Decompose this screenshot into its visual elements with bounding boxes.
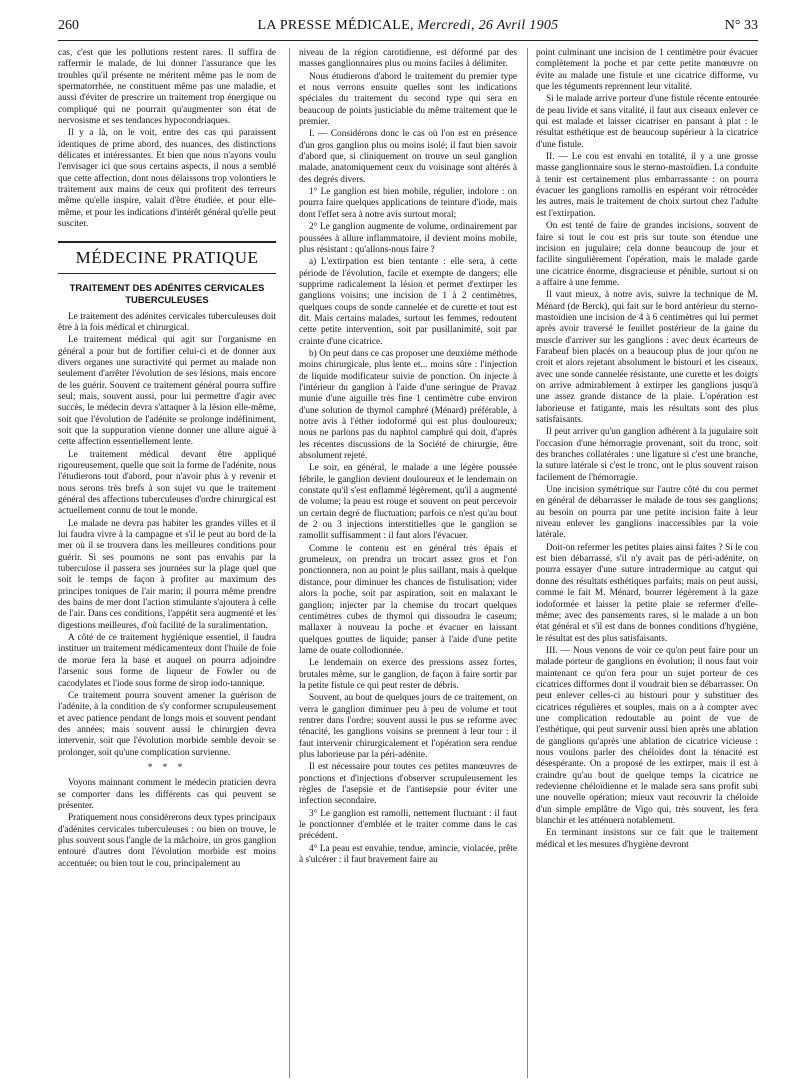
paragraph: b) On peut dans ce cas proposer une deuxième méthode moins chirurgicale, plus lente et... moins sûre : l'injection de liquide modificateur suivie de ponction. On injecte à l'intérieur du ganglion à l'aide d'une seringue de Pravaz munie d'une aiguille très fine 1 centimètre cube environ d'une solution de thymol camphré (Ménard) préférable, à notre avis à l'éther iodoformé qui est plus douloureux; nous ne parlons pas du naphtol camphré qui doit, d'après les récentes discussions de la Société de chirurgie, être absolument rejeté. [299,348,517,462]
issue-date: Mercredi, 26 Avril 1905 [417,18,559,33]
page-header [58,18,758,36]
column-2 [299,48,517,1078]
paragraph: Il vaut mieux, à notre avis, suivre la technique de M. Ménard (de Berck), qui fait sur le bord antérieur du sterno-mastoïdien une incision de 4 à 6 centimètres qui lui permet après avoir traversé le feuillet postérieur de la gaine du muscle d'arriver sur les ganglions : avec deux écarteurs de Farabeuf bien placés on a beaucoup plus de jour qu'on ne croit et alors rejetant absolument le bistouri et les ciseaux, avec une sonde cannelée résistante, une curette et les doigts on arrive admirablement à extirper les ganglions jusqu'à une assez grande distance de la plaie. L'opération est laborieuse et fatigante, mais les résultats sont des plus satisfaisants. [536,290,758,425]
journal-name: LA PRESSE MÉDICALE, [257,18,418,33]
paragraph: III. — Nous venons de voir ce qu'on peut faire pour un malade porteur de ganglions en évolution; il nous faut voir maintenant ce qu'on fera pour un sujet porteur de ces cicatrices difformes dont il voudrait bien se débarrasser. On peut enlever celles-ci au bistouri pour y substituer des cicatrices régulières et souples, mais on a à compter avec une complication redoutable au point de vue de l'esthétique, qui peut survenir aussi bien après une ablation de ganglions qu'après une ablation de cicatrice vicieuse : nous voulons parler des chéloïdes dont la ténacité est désespérante. On a proposé de les extirper, mais il est à craindre qu'au bout de quelque temps la cicatrice ne redevienne chéloïdienne et le malade sera sans profit subi une nouvelle opération; mieux vaut recouvrir la chéloïde d'un simple emplâtre de Vigo qui, très souvent, les fera blanchir et les atténuera notablement. [536,645,758,827]
section-title: MÉDECINE PRATIQUE [58,241,276,274]
paragraph: 2° Le ganglion augmente de volume, ordinairement par poussées à allure inflammatoire, il devient moins mobile, plus résistant : qu'allons-nous faire ? [299,222,517,255]
paragraph: I. — Considérons donc le cas où l'on est en présence d'un gros ganglion plus ou moins isolé; il faut bien savoir d'abord que, si cliniquement on trouve un seul ganglion malade, anatomiquement ceux du voisinage sont altérés à des degrés divers. [299,129,517,185]
paragraph: Pratiquement nous considérerons deux types principaux d'adénites cervicales tuberculeuses : ou bien on trouve, le plus souvent sous l'angle de la mâchoire, un gros ganglion entouré d'autres dont l'évolution morbide est moins accentuée; ou bien tout le cou, principalement au [58,813,276,869]
paragraph: Doit-on refermer les petites plaies ainsi faites ? Si le cou est bien débarrassé, s'il n'y avait pas de péri-adénite, on pourra essayer d'une suture intradermique au catgut qui donne des résultats esthétiques parfaits; mais on peut aussi, comme le fait M. Ménard, bourrer légèrement à la gaze iodoformée et laisser la petite plaie se refermer d'elle-même; avec des pansements rares, si le malade a un bon état général et s'il est dans de bonnes conditions d'hygiène, le résultat est des plus satisfaisants. [536,542,758,644]
paragraph: 1° Le ganglion est bien mobile, régulier, indolore : on pourra faire quelques applications de teinture d'iode, mais dont l'effet sera à notre avis surtout moral; [299,187,517,220]
column-divider [289,48,290,1078]
paragraph: Le lendemain on exerce des pressions assez fortes, brutales même, sur le ganglion, de façon à faire sortir par la petite fistule ce qui peut rester de débris. [299,658,517,691]
page-number: 260 [58,18,79,33]
paragraph: Le soir, en général, le malade a une légère poussée fébrile, le ganglion devient douloureux et le lendemain on constate qu'il s'est enflammé légèrement, qu'il a augmenté de volume; la peau est rouge et souvent on peut percevoir un certain degré de fluctuation; parfois ce n'est qu'au bout de 2 ou 3 injections interstitielles que le ganglion se ramollit suffisamment : il faut alors l'évacuer. [299,463,517,542]
paragraph: niveau de la région carotidienne, est déformé par des masses ganglionnaires plus ou moins faciles à délimiter. [299,48,517,70]
paragraph: Une incision symétrique sur l'autre côté du cou permet en général de débarrasser le malade de tous ses ganglions; au besoin on pourra par une petite incision faite à leur niveau enlever les ganglions inaccessibles par la voie latérale. [536,485,758,541]
paragraph: Le traitement des adénites cervicales tuberculeuses doit être à la fois médical et chirurgical. [58,311,276,333]
column-1 [58,48,276,1078]
paragraph: Il y a là, on le voit, entre des cas qui paraissent identiques de prime abord, des nuances, des distinctions délicates et intéressantes. Et bien que nous n'ayons voulu l'envisager ici que sous certains aspects, il nous a semblé que cette affection, dont nous délaissons trop volontiers le traitement aux mains de ceux qui profitent des terreurs même qu'elle inspire, valait d'être étudiée, et pour elle-même, et pour les indications d'intérêt général qu'elle peut susciter. [58,128,276,230]
paragraph: 4° La peau est envahie, tendue, amincie, violacée, prête à s'ulcérer : il faut bravement faire au [299,843,517,866]
paragraph: Le malade ne devra pas habiter les grandes villes et il lui faudra vivre à la campagne et s'il le peut au bord de la mer où il se trouvera dans les meilleures conditions pour guérir. Si ses poumons ne sont pas envahis par la tuberculose il passera ses journées sur la plage quel que soit le temps de façon à profiter au maximum des principes toniques de l'air marin; il pourra même prendre des bains de mer dont l'action stimulante s'ajoutera à celle de l'air. Dans ces conditions, l'appétit sera augmenté et les digestions meilleures, d'où facilité de la suralimentation. [58,518,276,631]
issue-number: N° 33 [724,18,758,33]
separator-stars: * * * [147,762,187,773]
paragraph: A côté de ce traitement hygiénique essentiel, il faudra instituer un traitement médicamenteux dont l'huile de foie de morue fera la base et auquel on pourra adjoindre l'arsenic sous forme de liqueur de Fowler ou de cacodylates et l'iode sous forme de sirop iodo-tannique. [58,633,276,689]
paragraph: Le traitement médical qui agit sur l'organisme en général a pour but de fortifier celui-ci et de donner aux divers organes une suractivité qui permet au malade non seulement d'arrêter l'évolution de ses lésions, mais encore de les guérir. Souvent ce traitement général pourra suffire seul; mais, souvent aussi, pour lui permettre d'agir avec succès, le médecin devra s'attaquer à la lésion elle-même, soit que l'évolution de l'adénite se prolonge indéfiniment, soit que la suppuration vienne donner une allure aiguë à cette affection essentiellement lente. [58,335,276,448]
paragraph: Il peut arriver qu'un ganglion adhérent à la jugulaire soit l'occasion d'une hémorragie provenant, soit du tronc, soit des branches collatérales : une ligature si c'est une branche, la suture latérale si c'est le tronc, ont le plus souvent raison facilement de l'hémorragie. [536,427,758,483]
paragraph: Souvent, au bout de quelques jours de ce traitement, on verra le ganglion diminuer peu à peu de volume et tout rentrer dans l'ordre; souvent aussi le pus se reforme avec ténacité, les ganglions voisins se prennent à leur tour : il faut intervenir chirurgicalement et l'opération sera rendue plus laborieuse par la péri-adénite. [299,693,517,760]
journal-title [58,18,758,34]
paragraph: point culminant une incision de 1 centimètre pour évacuer complètement la poche et par cette petite manœuvre on évite au malade une fistule et une cicatrice difforme, vu que les téguments reprennent leur vitalité. [536,48,758,93]
article-title: TRAITEMENT DES ADÉNITES CERVICALES TUBERCULEUSES [69,281,265,305]
paragraph: On est tenté de faire de grandes incisions, souvent de faire si tout le cou est pris sur toute son étendue une incision en jugulaire; cela donne beaucoup de jour et facilite singulièrement l'opération, mais le malade garde une cicatrice énorme, disgracieuse et pénible, surtout si on a affaire à une femme. [536,221,758,288]
paragraph: Il est nécessaire pour toutes ces petites manœuvres de ponctions et d'injections d'observer scrupuleusement les règles de l'asepsie et de l'antisepsie pour éviter une infection secondaire. [299,762,517,807]
paragraph: Comme le contenu est en général très épais et grumeleux, on prendra un trocart assez gros et l'on ponctionnera, non au point le plus saillant, mais à quelque distance, pour diminuer les chances de fistulisation; vider alors la poche, soit par aspiration, soit en malaxant le ganglion; injecter par la chemise du trocart quelques centimètres cubes de thymol qui dissoudra le caseum; mallaxer à nouveau la poche et évacuer en laissant quelques gouttes de liquide; panser à l'aide d'une petite lame de ouate collodionnée. [299,543,517,656]
paragraph: 3° Le ganglion est ramolli, nettement fluctuant : il faut le ponctionner d'emblée et le traiter comme dans le cas précédent. [299,808,517,842]
paragraph: Ce traitement pourra souvent amener la guérison de l'adénite, à la condition de s'y conformer scrupuleusement et avec patience pendant de longs mois et souvent pendant des années; mais souvent aussi le chirurgien devra intervenir, soit que l'évolution morbide semble devoir se prolonger, soit qu'une complication survienne. [58,690,276,758]
column-divider [527,48,528,1078]
paragraph: Si le malade arrive porteur d'une fistule récente entourée de peau livide et sans vitalité, il faut aux ciseaux enlever ce qui est malade et laisser cicatriser en pansant à plat : le résultat esthétique est de beaucoup supérieur à la cicatrice d'une fistule. [536,94,758,150]
header-rule [58,40,758,41]
paragraph: En terminant insistons sur ce fait que le traitement médical et les mesures d'hygiène devront [536,828,758,850]
paragraph: Le traitement médical devant être appliqué rigoureusement, quelle que soit la forme de l'adénite, nous l'étudierons tout d'abord, pour n'avoir plus à y revenir et nous serons très brefs à son sujet vu que le traitement général des affections tuberculeuses d'ordre chirurgical est actuellement connu de tout le monde. [58,449,276,517]
paragraph: II. — Le cou est envahi en totalité, il y a une grosse masse ganglionnaire sous le sterno-mastoïdien. La conduite à tenir est certainement plus embarrassante : on pourra évacuer les ganglions ramollis en espérant voir rétrocéder les autres, mais le traitement de choix surtout chez l'adulte est l'extirpation. [536,152,758,219]
paragraph: cas, c'est que les pollutions restent rares. Il suffira de raffermir le malade, de lui donner l'assurance que les troubles qu'il présente ne méritent même pas le nom de spermatorrhée, ne constituent même pas une maladie, et aussi d'éviter de prescrire un traitement trop énergique ou compliqué qui ne pourrait qu'augmenter son état de nervosisme et ses tendances hypocondriaques. [58,48,276,127]
paragraph: Nous étudierons d'abord le traitement du premier type et nous verrons ensuite quelles sont les indications spéciales du traitement du second type qui sera en beaucoup de points justiciable du même traitement que le premier. [299,71,517,128]
paragraph: Voyons mainnant comment le médecin praticien devra se comporter dans les différents cas qui peuvent se présenter. [58,778,276,811]
paragraph: a) L'extirpation est bien tentante : elle sera, à cette période de l'évolution, facile et exempte de dangers; elle supprime radicalement la lésion et permet d'extirper les ganglions voisins; une incision de 1 à 2 centimètres, quelques coups de sonde cannelée et de curette et tout est dit. Mais certains malades, surtout les femmes, redoutent cette petite intervention, soit par pusillanimité, soit par crainte d'une cicatrice. [299,257,517,347]
column-3 [536,48,758,1078]
